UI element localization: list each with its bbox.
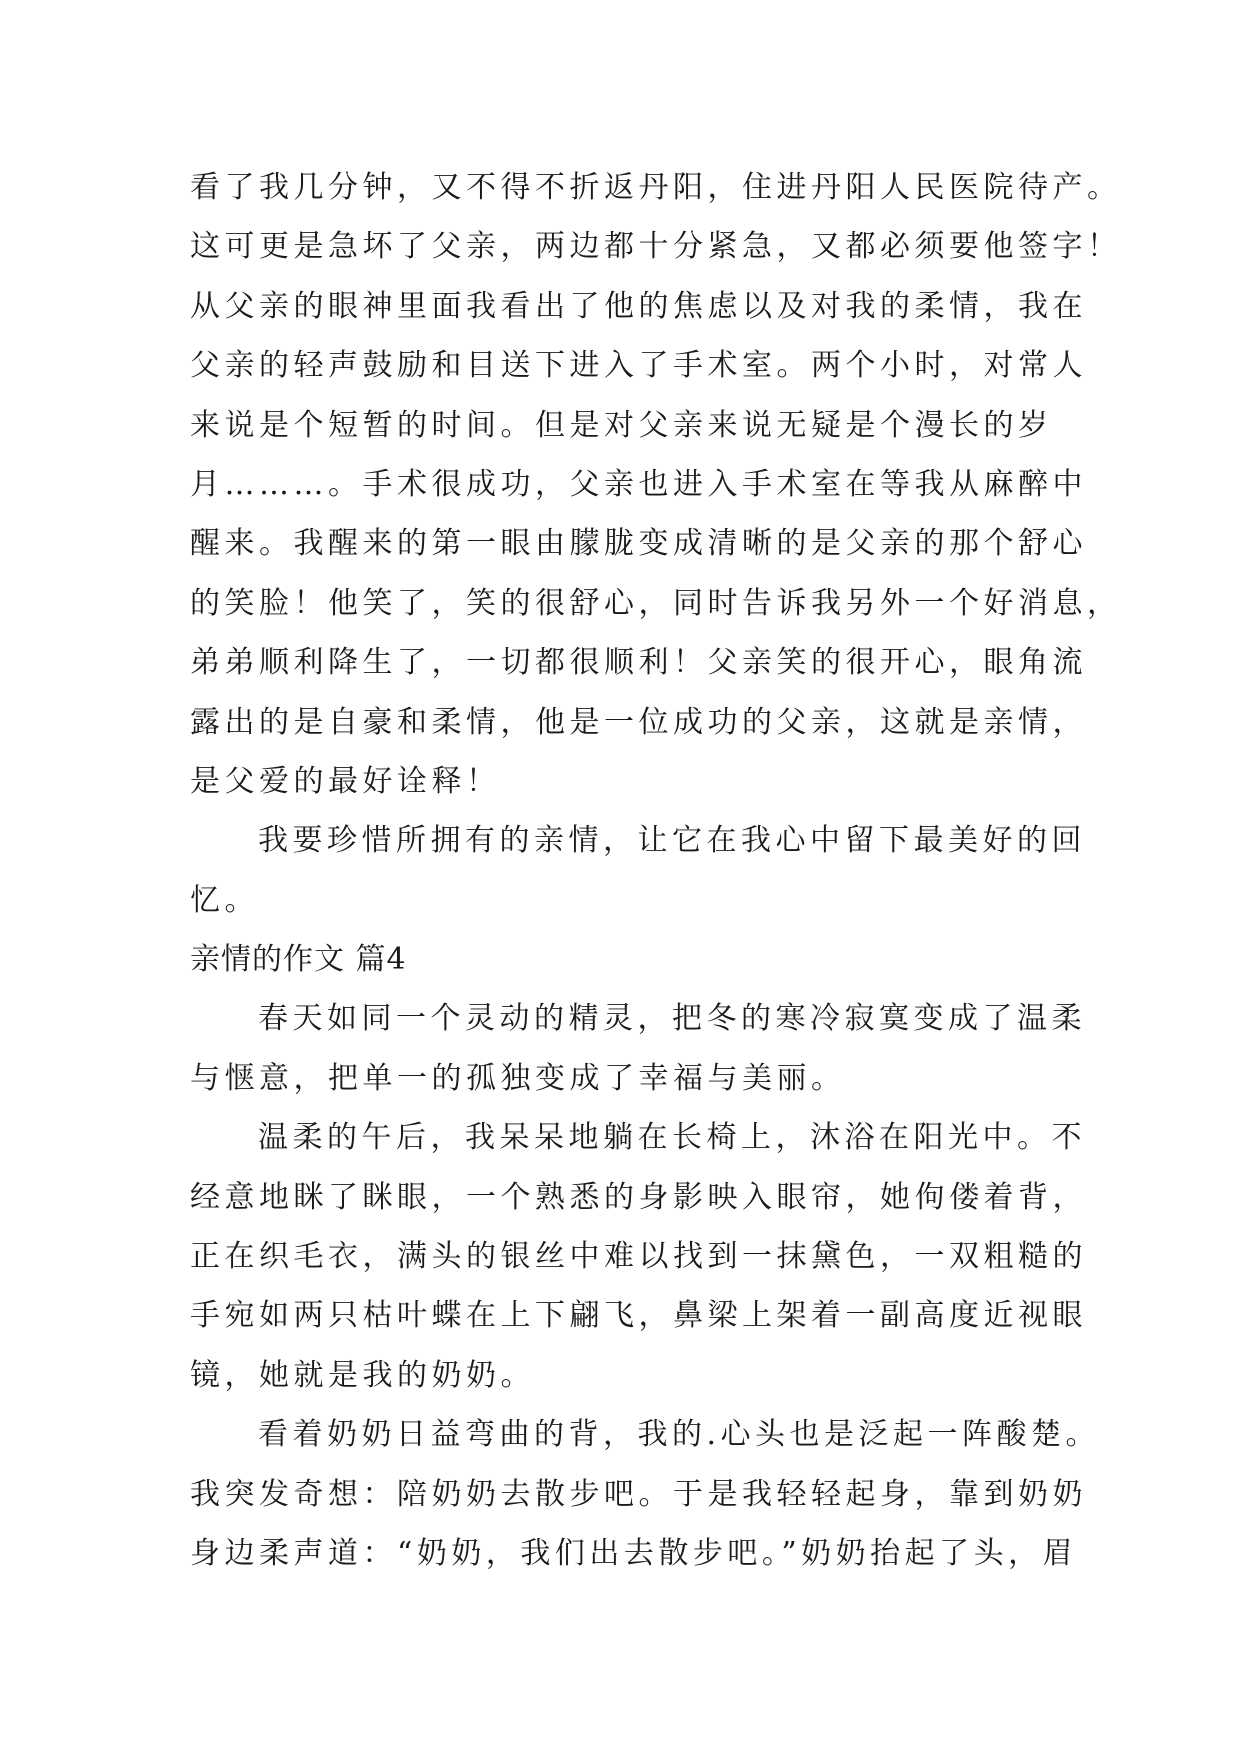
section-heading: 亲情的作文 篇4 [190, 942, 407, 978]
text-line: 我要珍惜所拥有的亲情，让它在我心中留下最美好的回 [258, 823, 1086, 859]
text-line: 看着奶奶日益弯曲的背，我的.心头也是泛起一阵酸楚。 [258, 1417, 1101, 1453]
text-line: 醒来。我醒来的第一眼由朦胧变成清晰的是父亲的那个舒心 [190, 526, 1087, 562]
text-line: 我突发奇想：陪奶奶去散步吧。于是我轻轻起身，靠到奶奶 [190, 1476, 1087, 1512]
text-line: 露出的是自豪和柔情，他是一位成功的父亲，这就是亲情， [190, 704, 1087, 740]
text-line: 从父亲的眼神里面我看出了他的焦虑以及对我的柔情，我在 [190, 288, 1087, 324]
text-line: 看了我几分钟，又不得不折返丹阳，住进丹阳人民医院待产。 [190, 170, 1122, 205]
text-line: 是父爱的最好诠释！ [190, 763, 501, 799]
text-line: 父亲的轻声鼓励和目送下进入了手术室。两个小时，对常人 [190, 348, 1087, 384]
text-line: 与惬意，把单一的孤独变成了幸福与美丽。 [190, 1060, 846, 1096]
text-line: 的笑脸！他笑了，笑的很舒心，同时告诉我另外一个好消息， [190, 585, 1122, 621]
text-line: 春天如同一个灵动的精灵，把冬的寒冷寂寞变成了温柔 [258, 1001, 1086, 1037]
document-body [190, 158, 1122, 1583]
text-line: 手宛如两只枯叶蝶在上下翩飞，鼻梁上架着一副高度近视眼 [190, 1298, 1087, 1334]
text-line: 这可更是急坏了父亲，两边都十分紧急，又都必须要他签字！ [190, 229, 1122, 265]
text-line: 来说是个短暂的时间。但是对父亲来说无疑是个漫长的岁 [190, 407, 1053, 443]
text-line: 忆。 [190, 882, 259, 918]
text-line: 镜，她就是我的奶奶。 [190, 1357, 535, 1393]
text-line: 身边柔声道：“奶奶，我们出去散步吧。”奶奶抬起了头，眉 [190, 1535, 1078, 1571]
text-line: 弟弟顺利降生了，一切都很顺利！父亲笑的很开心，眼角流 [190, 645, 1087, 681]
text-line: 月………。手术很成功，父亲也进入手术室在等我从麻醉中 [190, 466, 1087, 502]
text-line: 经意地眯了眯眼，一个熟悉的身影映入眼帘，她佝偻着背， [190, 1179, 1087, 1215]
text-line: 温柔的午后，我呆呆地躺在长椅上，沐浴在阳光中。不 [258, 1120, 1086, 1156]
text-line: 正在织毛衣，满头的银丝中难以找到一抹黛色，一双粗糙的 [190, 1239, 1087, 1275]
